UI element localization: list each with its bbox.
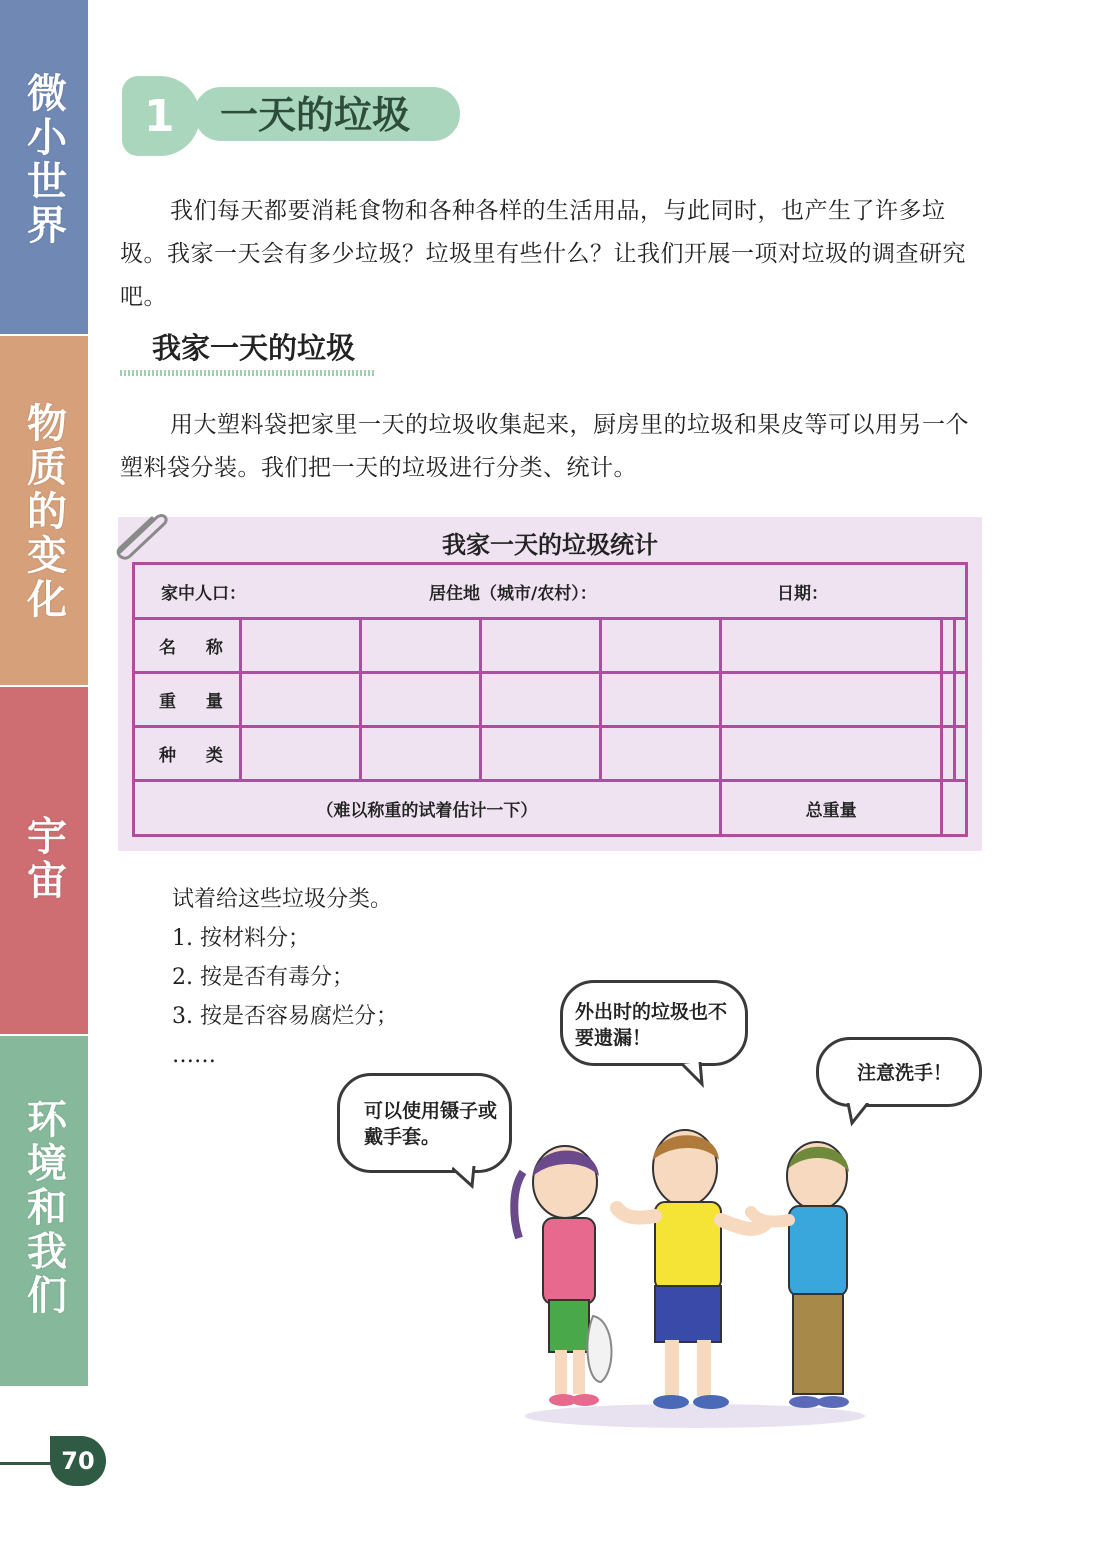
table-cell[interactable] [241, 727, 361, 781]
section-underline [120, 370, 375, 376]
speech-bubble-tweezers: 可以使用镊子或戴手套。 [337, 1073, 512, 1173]
table-cell[interactable] [720, 619, 941, 673]
table-cell[interactable] [720, 727, 941, 781]
total-weight-cell[interactable] [942, 781, 967, 836]
list-item: 1. 按材料分； [172, 926, 310, 951]
table-cell[interactable] [360, 619, 480, 673]
estimate-note: （难以称重的试着估计一下） [134, 781, 721, 836]
garbage-stat-table [132, 562, 968, 837]
table-cell[interactable] [720, 673, 941, 727]
table-cell[interactable] [241, 619, 361, 673]
table-cell[interactable] [360, 673, 480, 727]
table-cell[interactable] [480, 727, 600, 781]
list-item: 3. 按是否容易腐烂分； [172, 1004, 398, 1029]
bubble-tail [680, 1062, 710, 1088]
tab-label: 环境和我们 [20, 1098, 67, 1318]
table-cell[interactable] [600, 673, 720, 727]
tab-label: 宇宙 [20, 815, 67, 903]
chapter-tabs [0, 0, 88, 1386]
boy-blue-figure [751, 1142, 849, 1408]
boy-yellow-figure [617, 1130, 765, 1409]
list-item: …… [172, 1043, 216, 1068]
table-cell[interactable] [954, 619, 966, 673]
classify-intro: 试着给这些垃圾分类。 [172, 887, 393, 912]
list-item: 2. 按是否有毒分； [172, 965, 354, 990]
tab-matter-change[interactable] [0, 336, 88, 685]
intro-paragraph: 我们每天都要消耗食物和各种各样的生活用品，与此同时，也产生了许多垃圾。我家一天会有多少垃圾？垃圾里有些什么？让我们开展一项对垃圾的调查研究吧。 [120, 198, 966, 310]
lesson-title: 一天的垃圾 [220, 93, 411, 137]
girl-figure [514, 1146, 611, 1406]
table-cell[interactable] [954, 673, 966, 727]
population-label: 家中人口： [161, 584, 246, 604]
page-number: 70 [50, 1436, 106, 1486]
lesson-number-badge [122, 76, 200, 156]
section-heading: 我家一天的垃圾 [152, 331, 356, 365]
table-cell[interactable] [600, 727, 720, 781]
row-label-name: 名 称 [134, 619, 241, 673]
table-cell[interactable] [480, 619, 600, 673]
paperclip-icon [108, 508, 170, 560]
speech-bubble-outside: 外出时的垃圾也不要遗漏！ [560, 980, 748, 1066]
table-cell[interactable] [241, 673, 361, 727]
row-label-type: 种 类 [134, 727, 241, 781]
lesson-number: 1 [144, 90, 175, 142]
table-cell[interactable] [360, 727, 480, 781]
table-header-row [134, 564, 967, 619]
table-cell[interactable] [942, 727, 954, 781]
table-cell[interactable] [942, 619, 954, 673]
bubble-tail [452, 1166, 482, 1190]
table-cell[interactable] [600, 619, 720, 673]
tab-micro-world[interactable] [0, 0, 88, 334]
table-cell[interactable] [480, 673, 600, 727]
table-title: 我家一天的垃圾统计 [442, 531, 658, 559]
classify-list [172, 880, 398, 1075]
tab-label: 微小世界 [20, 72, 67, 248]
date-label: 日期： [777, 584, 828, 604]
section-paragraph: 用大塑料袋把家里一天的垃圾收集起来，厨房里的垃圾和果皮等可以用另一个塑料袋分装。我们把一天的垃圾进行分类、统计。 [120, 412, 969, 481]
table-cell[interactable] [942, 673, 954, 727]
children-illustration [505, 1120, 865, 1430]
total-weight-label: 总重量 [720, 781, 941, 836]
row-label-weight: 重 量 [134, 673, 241, 727]
table-cell[interactable] [954, 727, 966, 781]
tab-label: 物质的变化 [20, 402, 67, 622]
residence-label: 居住地（城市/农村）： [429, 584, 597, 604]
tab-universe[interactable] [0, 687, 88, 1034]
speech-bubble-wash: 注意洗手！ [816, 1037, 982, 1107]
tab-environment[interactable] [0, 1036, 88, 1386]
